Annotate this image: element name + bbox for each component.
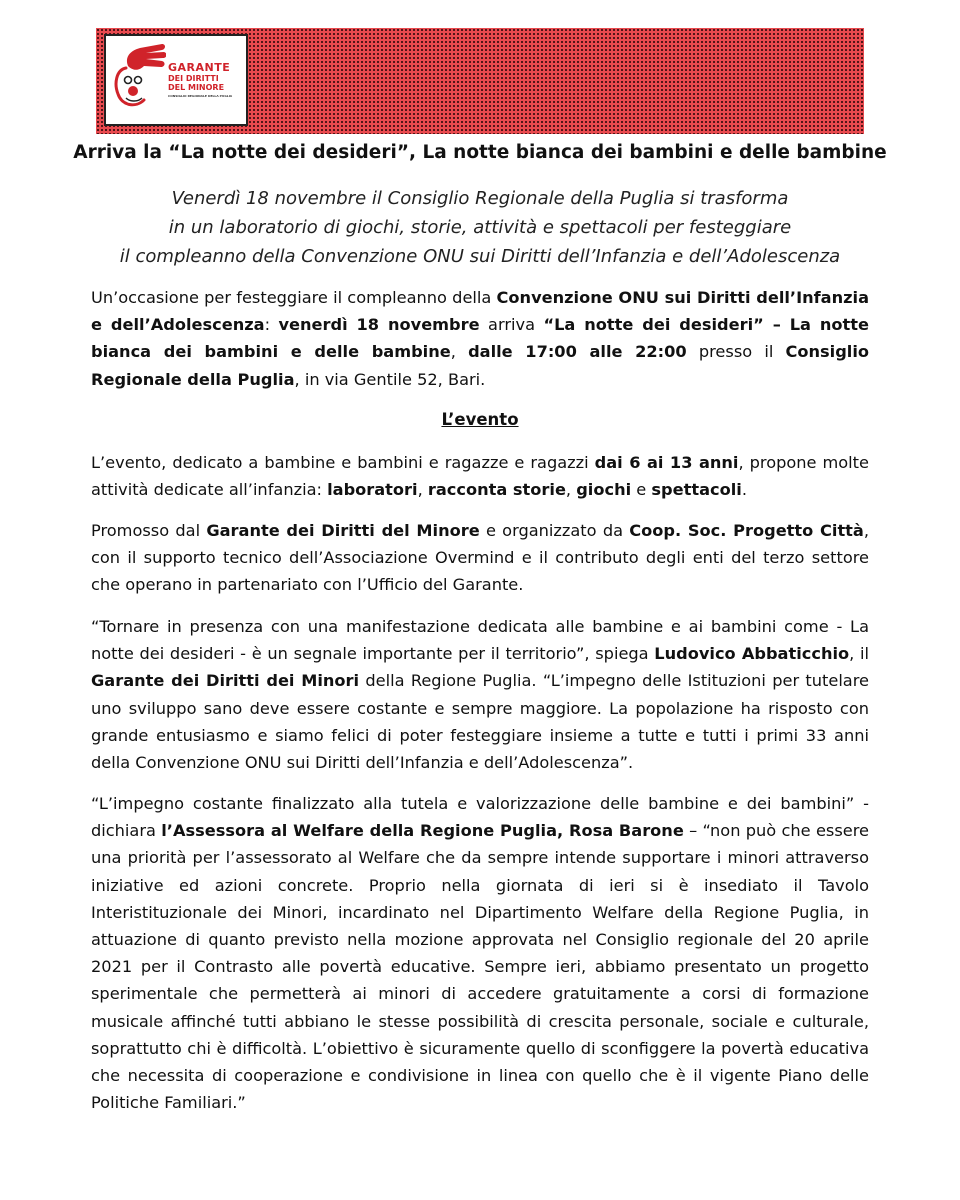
bold-run: laboratori: [327, 480, 418, 500]
text-run: Un’occasione per festeggiare il compleanno della: [91, 288, 497, 307]
bold-run: l’Assessora al Welfare della Regione Puglia, Rosa Barone: [161, 821, 684, 841]
logo-line-1: GARANTE: [168, 61, 231, 74]
bold-run: racconta storie: [427, 480, 566, 500]
bold-run: venerdì 18 novembre: [278, 315, 480, 335]
bold-run: Coop. Soc. Progetto Città: [629, 521, 864, 540]
text-run: :: [264, 315, 279, 335]
text-run: .: [741, 480, 747, 500]
quote-paragraph-2: [91, 790, 869, 1116]
subtitle: [60, 184, 900, 271]
bold-run: Garante dei Diritti dei Minori: [91, 671, 360, 691]
promo-paragraph: [91, 517, 869, 599]
text-run: ,: [565, 480, 577, 500]
text-run: ,: [450, 342, 469, 362]
section-heading: L’evento: [441, 410, 519, 429]
garante-logo: [104, 34, 248, 126]
text-run: “L’impegno costante finalizzato alla tutela e valorizzazione delle bambine e dei bambini” - dichiara: [91, 794, 869, 841]
subtitle-line-3: il compleanno della Convenzione ONU sui Diritti dell’Infanzia e dell’Adolescenza: [119, 246, 841, 267]
bold-run: Ludovico Abbaticchio: [654, 644, 850, 664]
page-title: Arriva la “La notte dei desideri”, La notte bianca dei bambini e delle bambine: [73, 142, 887, 163]
child-hand-icon: [106, 36, 166, 124]
text-run: , con il supporto tecnico dell’Associazione Overmind e il contributo degli enti del terzo settore che operano in partenariato con l’Ufficio del Garante.: [91, 521, 869, 595]
bold-run: Garante dei Diritti del Minore: [206, 521, 480, 540]
text-run: “Tornare in presenza con una manifestazione dedicata alle bambine e ai bambini come - La notte dei desideri - è un segnale importante per il territorio”, spiega: [91, 617, 869, 664]
bold-run: Consiglio Regionale della Puglia: [91, 342, 870, 389]
intro-paragraph: [91, 284, 869, 393]
bold-run: “La notte dei desideri” – La notte bianca dei bambini e delle bambine: [91, 315, 870, 362]
bold-run: dalle 17:00 alle 22:00: [468, 342, 687, 362]
text-run: , propone molte attività dedicate all’infanzia:: [91, 453, 869, 500]
text-run: della Regione Puglia. “L’impegno delle Istituzioni per tutelare uno sviluppo sano deve essere costante e sempre maggiore. La popolazione ha risposto con grande entusiasmo e siamo felici di poter festeggiare insieme a tutte e tutti i primi 33 anni della Convenzione ONU sui Diritti dell’Infanzia e dell’Adolescenza”.: [91, 671, 869, 773]
bold-run: Convenzione ONU sui Diritti dell’Infanzia e dell’Adolescenza: [91, 288, 869, 335]
bold-run: spettacoli: [651, 480, 742, 500]
text-run: arriva: [479, 315, 544, 335]
logo-line-3: DEL MINORE: [168, 83, 225, 92]
text-run: , in via Gentile 52, Bari.: [294, 369, 486, 389]
text-run: e: [631, 480, 652, 500]
bold-run: giochi: [576, 480, 632, 500]
subtitle-line-2: in un laboratorio di giochi, storie, attività e spettacoli per festeggiare: [168, 217, 792, 238]
text-run: ,: [417, 480, 428, 500]
text-run: L’evento, dedicato a bambine e bambini e ragazze e ragazzi: [91, 453, 595, 472]
text-run: Promosso dal: [91, 521, 207, 540]
text-run: presso il: [686, 342, 786, 362]
text-run: – “non può che essere una priorità per l’assessorato al Welfare che da sempre intende supportare i minori attraverso iniziative ed azioni concrete. Proprio nella giornata di ieri si è insediato il Tavolo Interistituzionale dei Minori, incardinato nel Dipartimento Welfare della Regione Puglia, in attuazione di quanto previsto nella mozione approvata nel Consiglio regionale del 20 aprile 2021 per il Contrasto alle povertà educative. Sempre ieri, abbiamo presentato un progetto sperimentale che permetterà ai minori di accedere gratuitamente a corsi di formazione musicale affinché tutti abbiano le stesse possibilità di crescita personale, sociale e culturale, soprattutto chi è difficoltà. L’obiettivo è sicuramente quello di sconfiggere la povertà educativa che necessita di cooperazione e condivisione in linea con quello che è il vigente Piano delle Politiche Familiari.”: [91, 821, 869, 1113]
text-run: , il: [849, 644, 869, 664]
subtitle-line-1: Venerdì 18 novembre il Consiglio Regionale della Puglia si trasforma: [171, 188, 789, 209]
event-paragraph: [91, 449, 869, 503]
logo-wordmark: [168, 62, 232, 98]
logo-line-2: DEI DIRITTI: [168, 74, 219, 83]
logo-line-4: CONSIGLIO REGIONALE DELLA PUGLIA: [168, 94, 233, 98]
quote-paragraph-1: [91, 613, 869, 776]
bold-run: dai 6 ai 13 anni: [594, 453, 739, 472]
text-run: e organizzato da: [479, 521, 630, 540]
